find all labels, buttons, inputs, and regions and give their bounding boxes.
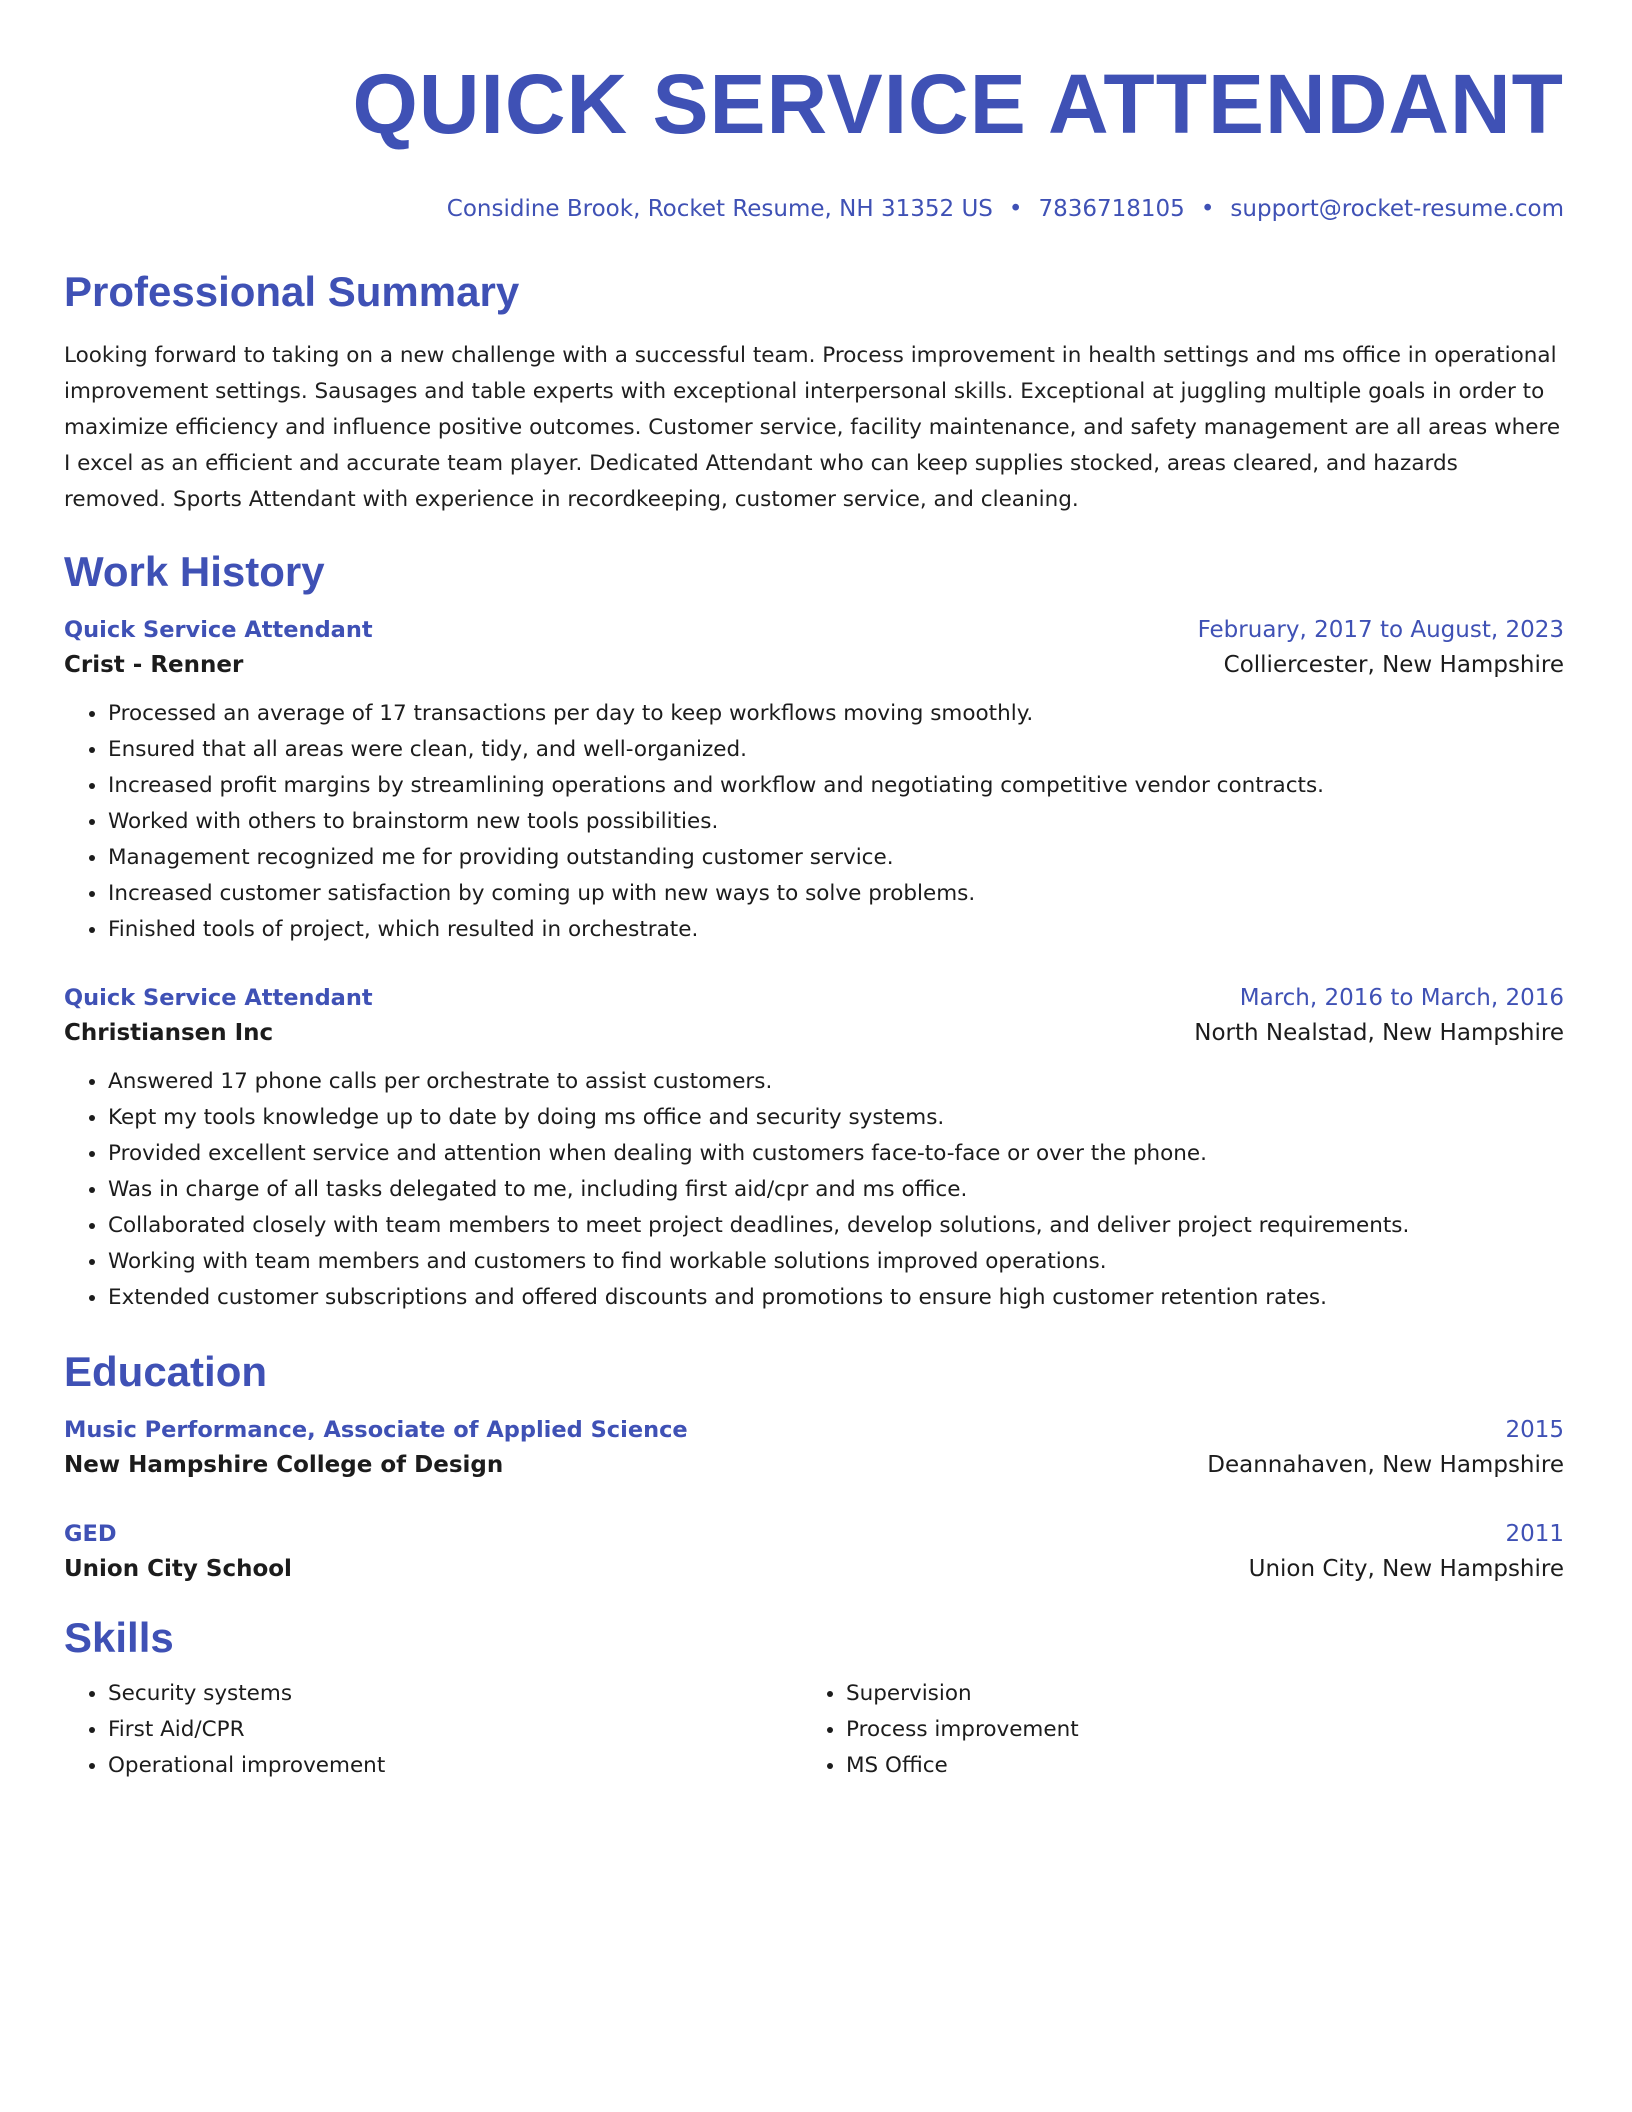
education-year: 2015 [1505,1417,1564,1443]
job-location: Colliercester, New Hampshire [1223,652,1564,678]
job-bullets [64,1064,1564,1316]
education-degree: Music Performance, Associate of Applied Science [64,1417,688,1443]
list-item: • Extended customer subscriptions and offered discounts and promotions to ensure high customer retention rates. [108,1280,1564,1316]
list-item: • Working with team members and customers to find workable solutions improved operations. [108,1244,1564,1280]
contact-separator: • [1008,196,1023,222]
education-entry [64,1518,1564,1588]
list-item: • Processed an average of 17 transactions per day to keep workflows moving smoothly. [108,696,1564,732]
skills-column-left [64,1676,802,1784]
list-item: • Was in charge of all tasks delegated to me, including first aid/cpr and ms office. [108,1172,1564,1208]
list-item: • Ensured that all areas were clean, tidy, and well-organized. [108,732,1564,768]
skill-item: • First Aid/CPR [108,1712,802,1748]
list-item: • Kept my tools knowledge up to date by doing ms office and security systems. [108,1100,1564,1136]
education-degree: GED [64,1521,117,1547]
job-company: Crist - Renner [64,652,244,678]
skills-column-right [802,1676,1540,1784]
education-school: New Hampshire College of Design [64,1452,504,1478]
education-location: Union City, New Hampshire [1248,1556,1564,1582]
job-bullets [64,696,1564,948]
contact-line [64,194,1564,224]
skills-list [64,1676,1564,1784]
contact-phone: 7836718105 [1038,196,1185,222]
skills-title: Skills [64,1614,174,1661]
job-entry [64,982,1564,1316]
education-location: Deannahaven, New Hampshire [1207,1452,1564,1478]
contact-email: support@rocket-resume.com [1230,196,1564,222]
list-item: • Collaborated closely with team members to meet project deadlines, develop solutions, and deliver project requirements. [108,1208,1564,1244]
job-role: Quick Service Attendant [64,617,373,643]
work-history-title: Work History [64,548,325,595]
skill-item: • Supervision [846,1676,1540,1712]
contact-separator: • [1200,196,1215,222]
job-entry [64,614,1564,948]
list-item: • Answered 17 phone calls per orchestrate to assist customers. [108,1064,1564,1100]
skill-item: • Operational improvement [108,1748,802,1784]
list-item: • Management recognized me for providing outstanding customer service. [108,840,1564,876]
summary-text: Looking forward to taking on a new challenge with a successful team. Process improvement in health settings and ms office in operational improvement settings. Sausages and table experts with exceptional interpersonal skills. Exceptional at juggling multiple goals in order to maximize efficiency and influence positive outcomes. Customer service, facility maintenance, and safety management are all areas where I excel as an efficient and accurate team player. Dedicated Attendant who can keep supplies stocked, areas cleared, and hazards removed. Sports Attendant with experience in recordkeeping, customer service, and cleaning. [64,343,1561,512]
education-entry [64,1414,1564,1484]
job-dates: February, 2017 to August, 2023 [1197,617,1564,643]
list-item: • Increased customer satisfaction by coming up with new ways to solve problems. [108,876,1564,912]
education-school: Union City School [64,1556,292,1582]
education-title: Education [64,1348,268,1395]
job-role: Quick Service Attendant [64,985,373,1011]
list-item: • Provided excellent service and attention when dealing with customers face-to-face or over the phone. [108,1136,1564,1172]
job-company: Christiansen Inc [64,1020,274,1046]
skill-item: • MS Office [846,1748,1540,1784]
resume-name: QUICK SERVICE ATTENDANT [352,57,1564,151]
job-dates: March, 2016 to March, 2016 [1239,985,1564,1011]
job-location: North Nealstad, New Hampshire [1194,1020,1564,1046]
summary-title: Professional Summary [64,268,520,315]
list-item: • Worked with others to brainstorm new tools possibilities. [108,804,1564,840]
contact-address: Considine Brook, Rocket Resume, NH 31352 US [446,196,993,222]
skill-item: • Security systems [108,1676,802,1712]
list-item: • Increased profit margins by streamlining operations and workflow and negotiating competitive vendor contracts. [108,768,1564,804]
education-year: 2011 [1505,1521,1564,1547]
skill-item: • Process improvement [846,1712,1540,1748]
list-item: • Finished tools of project, which resulted in orchestrate. [108,912,1564,948]
